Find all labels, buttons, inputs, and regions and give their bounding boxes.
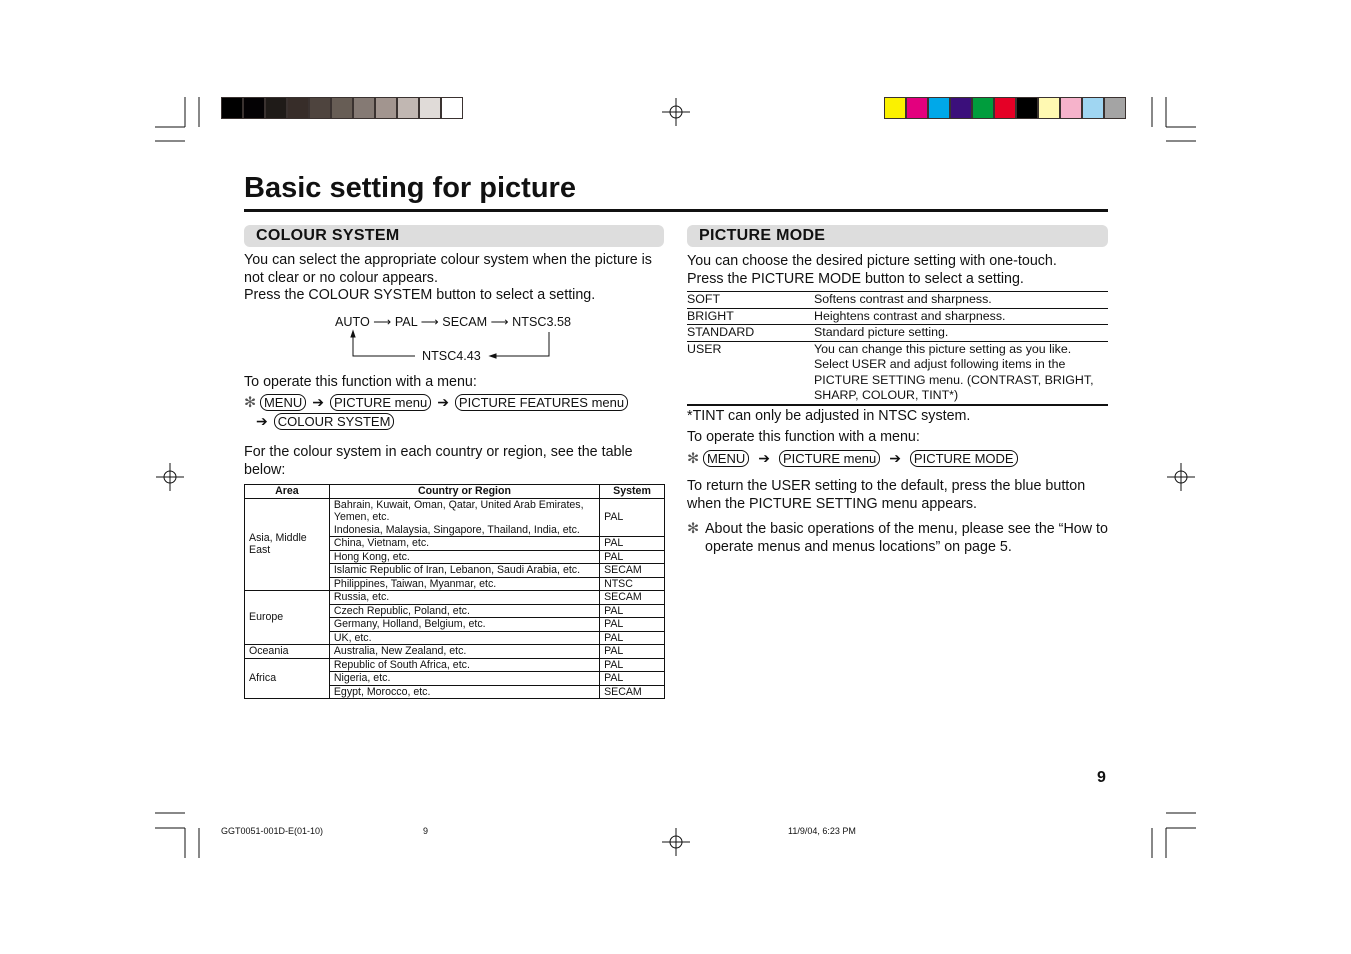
- menu-pill: PICTURE menu: [330, 394, 431, 411]
- colour-system-heading: COLOUR SYSTEM: [244, 225, 664, 247]
- system-cell: PAL: [600, 537, 665, 551]
- country-cell: [329, 604, 599, 618]
- registration-mark-bottom: [662, 828, 690, 856]
- calibration-swatch: [376, 98, 398, 118]
- system-cell: PAL: [600, 550, 665, 564]
- calibration-swatch: [354, 98, 376, 118]
- country-cell: [329, 672, 599, 686]
- cycle-item: AUTO: [335, 315, 370, 329]
- mode-description: You can change this picture setting as you like. Select USER and adjust following items in the PICTURE SETTING menu. (CONTRAST, BRIGHT, SHARP, COLOUR, TINT*): [814, 341, 1108, 405]
- note-star-icon: ✻: [687, 451, 699, 467]
- arrow-icon: ➔: [889, 450, 901, 466]
- arrow-icon: ➔: [312, 394, 324, 410]
- country-cell: [329, 591, 599, 605]
- country-cell: [329, 577, 599, 591]
- calibration-swatch: [1105, 98, 1125, 118]
- cycle-item: NTSC3.58: [512, 315, 571, 329]
- calibration-swatch: [929, 98, 951, 118]
- country-text: Philippines, Taiwan, Myanmar, etc.: [333, 577, 497, 590]
- picture-mode-table: [687, 291, 1108, 406]
- system-cell: PAL: [600, 498, 665, 537]
- area-cell: Oceania: [245, 645, 330, 659]
- system-cell: PAL: [600, 645, 665, 659]
- table-row: [245, 591, 665, 605]
- country-text: Hong Kong, etc.: [333, 550, 410, 563]
- country-cell: [329, 658, 599, 672]
- country-cell: [329, 550, 599, 564]
- country-text: China, Vietnam, etc.: [333, 537, 430, 549]
- area-cell: Europe: [245, 591, 330, 645]
- arrow-icon: ⟶: [373, 315, 392, 329]
- menu-pill: MENU: [260, 394, 306, 411]
- calibration-swatch: [398, 98, 420, 118]
- country-cell: [329, 537, 599, 551]
- note-star-icon: ✻: [244, 395, 256, 411]
- intro-text: You can choose the desired picture setting with one-touch.: [687, 253, 1057, 269]
- header-cell: Country or Region: [329, 485, 599, 499]
- tint-footnote: *TINT can only be adjusted in NTSC system.: [687, 408, 971, 424]
- page-title: Basic setting for picture: [244, 172, 576, 204]
- registration-mark-left: [156, 463, 184, 491]
- system-cell: SECAM: [600, 564, 665, 578]
- table-row: [245, 658, 665, 672]
- header-cell: System: [600, 485, 665, 499]
- mode-description: Standard picture setting.: [814, 325, 1108, 342]
- instruction-text: Press the COLOUR SYSTEM button to select a setting.: [244, 287, 596, 303]
- menu-pill: PICTURE menu: [779, 450, 880, 467]
- system-cell: SECAM: [600, 685, 665, 699]
- cycle-item: PAL: [394, 315, 418, 329]
- country-cell: [329, 645, 599, 659]
- color-calibration-bar: [884, 97, 1126, 119]
- cycle-item: NTSC4.43: [422, 349, 481, 363]
- menu-intro: To operate this function with a menu:: [244, 374, 477, 390]
- calibration-swatch: [420, 98, 442, 118]
- table-header: [245, 485, 665, 499]
- system-cell: PAL: [600, 631, 665, 645]
- area-cell: Africa: [245, 658, 330, 699]
- about-note: [687, 521, 1108, 556]
- menu-pill: PICTURE MODE: [910, 450, 1018, 467]
- calibration-swatch: [288, 98, 310, 118]
- title-rule: [244, 209, 1108, 212]
- calibration-swatch: [442, 98, 462, 118]
- mode-name: BRIGHT: [687, 308, 814, 325]
- country-text: Australia, New Zealand, etc.: [333, 645, 467, 657]
- system-cell: PAL: [600, 604, 665, 618]
- header-cell: Area: [245, 485, 330, 499]
- mode-name: SOFT: [687, 292, 814, 309]
- registration-mark-right: [1167, 463, 1195, 491]
- mode-row: [687, 308, 1108, 325]
- footer-code: GGT0051-001D-E(01-10): [221, 826, 324, 836]
- country-text: Republic of South Africa, etc.: [333, 658, 470, 671]
- country-cell: [329, 564, 599, 578]
- reset-note: To return the USER setting to the default, press the blue button when the PICTURE SETTING menu appears.: [687, 478, 1086, 512]
- country-text: Indonesia, Malaysia, Singapore, Thailand, India, etc.: [333, 523, 580, 536]
- country-cell: [329, 685, 599, 699]
- colour-system-table: [244, 484, 665, 699]
- arrow-icon: ⟶: [420, 315, 439, 329]
- picture-mode-intro: [687, 253, 1108, 288]
- picture-mode-heading: PICTURE MODE: [687, 225, 1108, 247]
- calibration-swatch: [1017, 98, 1039, 118]
- footer-timestamp: 11/9/04, 6:23 PM: [788, 826, 856, 836]
- calibration-swatch: [973, 98, 995, 118]
- table-row: [245, 498, 665, 537]
- mode-row: [687, 325, 1108, 342]
- grayscale-calibration-bar: [221, 97, 463, 119]
- menu-intro: To operate this function with a menu:: [687, 429, 920, 445]
- system-cell: SECAM: [600, 591, 665, 605]
- menu-pill: MENU: [703, 450, 749, 467]
- table-row: [245, 645, 665, 659]
- calibration-swatch: [310, 98, 332, 118]
- cycle-item: SECAM: [442, 315, 488, 329]
- system-cell: NTSC: [600, 577, 665, 591]
- arrow-icon: ⟶: [490, 315, 509, 329]
- calibration-swatch: [1039, 98, 1061, 118]
- area-cell: Asia, Middle East: [245, 498, 330, 591]
- mode-description: Softens contrast and sharpness.: [814, 292, 1108, 309]
- page-number: 9: [1097, 769, 1106, 786]
- mode-name: USER: [687, 341, 814, 405]
- country-text: Bahrain, Kuwait, Oman, Qatar, United Arab Emirates, Yemen, etc.: [333, 498, 584, 523]
- colour-system-intro: [244, 252, 664, 305]
- colour-cycle-diagram: [335, 314, 571, 329]
- mode-row: [687, 292, 1108, 309]
- arrow-icon: ➔: [256, 412, 268, 429]
- country-cell: [329, 631, 599, 645]
- calibration-swatch: [885, 98, 907, 118]
- calibration-swatch: [332, 98, 354, 118]
- country-text: Egypt, Morocco, etc.: [333, 685, 431, 698]
- colour-menu-path: [244, 394, 674, 431]
- country-text: Islamic Republic of Iran, Lebanon, Saudi Arabia, etc.: [333, 564, 581, 576]
- country-text: Czech Republic, Poland, etc.: [333, 604, 470, 617]
- picture-mode-menu-path: [687, 450, 1018, 469]
- arrow-icon: ➔: [758, 450, 770, 466]
- instruction-text: Press the PICTURE MODE button to select a setting.: [687, 270, 1024, 287]
- country-cell: [329, 618, 599, 632]
- footer-page: 9: [423, 826, 429, 836]
- system-cell: PAL: [600, 672, 665, 686]
- mode-row: [687, 341, 1108, 405]
- note-star-icon: ✻: [687, 521, 699, 537]
- system-cell: PAL: [600, 618, 665, 632]
- table-intro: For the colour system in each country or region, see the table below:: [244, 444, 633, 478]
- mode-description: Heightens contrast and sharpness.: [814, 308, 1108, 325]
- arrow-icon: ➔: [437, 394, 449, 410]
- mode-name: STANDARD: [687, 325, 814, 342]
- about-note-text: About the basic operations of the menu, please see the “How to operate menus and menus locations” on page 5.: [705, 521, 1108, 555]
- country-text: UK, etc.: [333, 631, 372, 644]
- country-text: Germany, Holland, Belgium, etc.: [333, 618, 486, 630]
- registration-mark-top: [662, 98, 690, 126]
- calibration-swatch: [244, 98, 266, 118]
- country-text: Nigeria, etc.: [333, 672, 391, 684]
- country-cell: [329, 498, 599, 537]
- menu-pill: COLOUR SYSTEM: [274, 413, 395, 430]
- calibration-swatch: [995, 98, 1017, 118]
- calibration-swatch: [266, 98, 288, 118]
- calibration-swatch: [951, 98, 973, 118]
- calibration-swatch: [1061, 98, 1083, 118]
- calibration-swatch: [222, 98, 244, 118]
- menu-pill: PICTURE FEATURES menu: [455, 394, 628, 411]
- country-text: Russia, etc.: [333, 591, 390, 603]
- intro-text: You can select the appropriate colour system when the picture is not clear or no colour appears.: [244, 252, 652, 286]
- calibration-swatch: [1083, 98, 1105, 118]
- system-cell: PAL: [600, 658, 665, 672]
- calibration-swatch: [907, 98, 929, 118]
